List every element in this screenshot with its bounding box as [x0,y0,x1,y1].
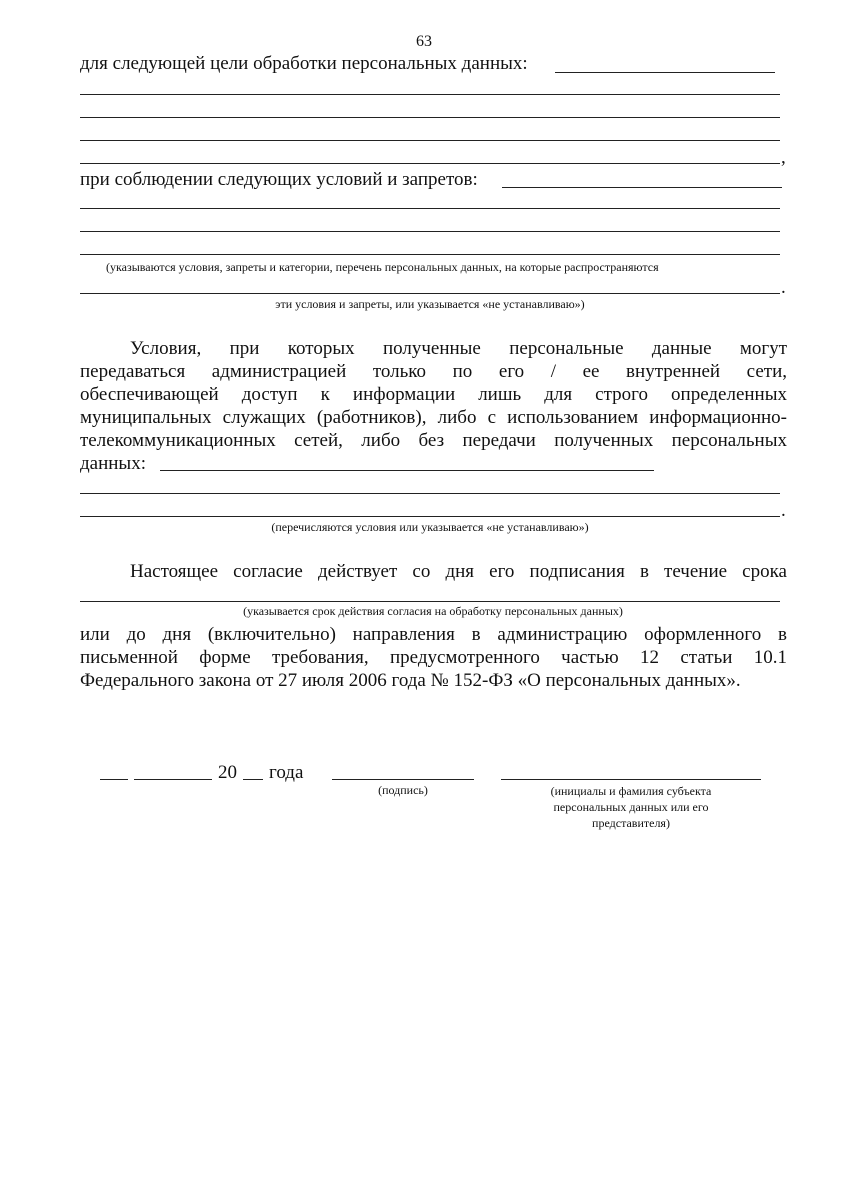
purpose-line-2[interactable] [80,94,780,95]
transfer-line-b[interactable] [80,516,780,517]
transfer-line-2: передаваться администрацией только по его / ее внутренней сети, [80,361,787,382]
transfer-line-4: муниципальных служащих (работников), либо с использованием информационно- [80,407,787,428]
name-hint: (инициалы и фамилия субъекта персональных данных или его представителя) [550,784,712,830]
page-number: 63 [416,33,432,50]
transfer-hint: (перечисляются условия или указывается «не устанавливаю») [271,520,589,534]
year-suffix: года [269,762,304,783]
conditions-line-3[interactable] [80,231,780,232]
year-prefix: 20 [218,762,237,783]
purpose-comma: , [781,147,786,168]
revocation-last-line: Федерального закона от 27 июля 2006 года № 152-ФЗ «О персональных данных». [80,670,741,691]
validity-input-line[interactable] [80,601,780,602]
purpose-line-3[interactable] [80,117,780,118]
transfer-line-1: Условия, при которых полученные персональные данные могут [130,338,787,359]
conditions-input-line[interactable] [502,187,782,188]
date-year-line[interactable] [243,779,263,780]
conditions-period: . [781,277,786,298]
transfer-last-line: данных: [80,453,146,474]
purpose-input-line[interactable] [555,72,775,73]
date-month-line[interactable] [134,779,212,780]
purpose-label: для следующей цели обработки персональных данных: [80,53,528,74]
purpose-line-5[interactable] [80,163,780,164]
signature-line[interactable] [332,779,474,780]
revocation-line-2: письменной форме требования, предусмотренного частью 12 статьи 10.1 [80,647,787,668]
transfer-line-a[interactable] [80,493,780,494]
purpose-line-4[interactable] [80,140,780,141]
conditions-line-4[interactable] [80,254,780,255]
conditions-hint-1: (указываются условия, запреты и категории, перечень персональных данных, на которые распространяются [106,260,659,274]
validity-line: Настоящее согласие действует со дня его подписания в течение срока [130,561,787,582]
transfer-line-5: телекоммуникационных сетей, либо без передачи полученных персональных [80,430,787,451]
transfer-period: . [781,500,786,521]
conditions-line-2[interactable] [80,208,780,209]
date-day-line[interactable] [100,779,128,780]
transfer-line-3: обеспечивающей доступ к информации лишь для строго определенных [80,384,787,405]
transfer-input-line[interactable] [160,470,654,471]
name-line[interactable] [501,779,761,780]
revocation-line-1: или до дня (включительно) направления в администрацию оформленного в [80,624,787,645]
validity-hint: (указывается срок действия согласия на обработку персональных данных) [243,604,623,618]
conditions-line-5[interactable] [80,293,780,294]
conditions-label: при соблюдении следующих условий и запретов: [80,169,478,190]
conditions-hint-2: эти условия и запреты, или указывается «не устанавливаю») [275,297,585,311]
signature-hint: (подпись) [378,783,428,797]
